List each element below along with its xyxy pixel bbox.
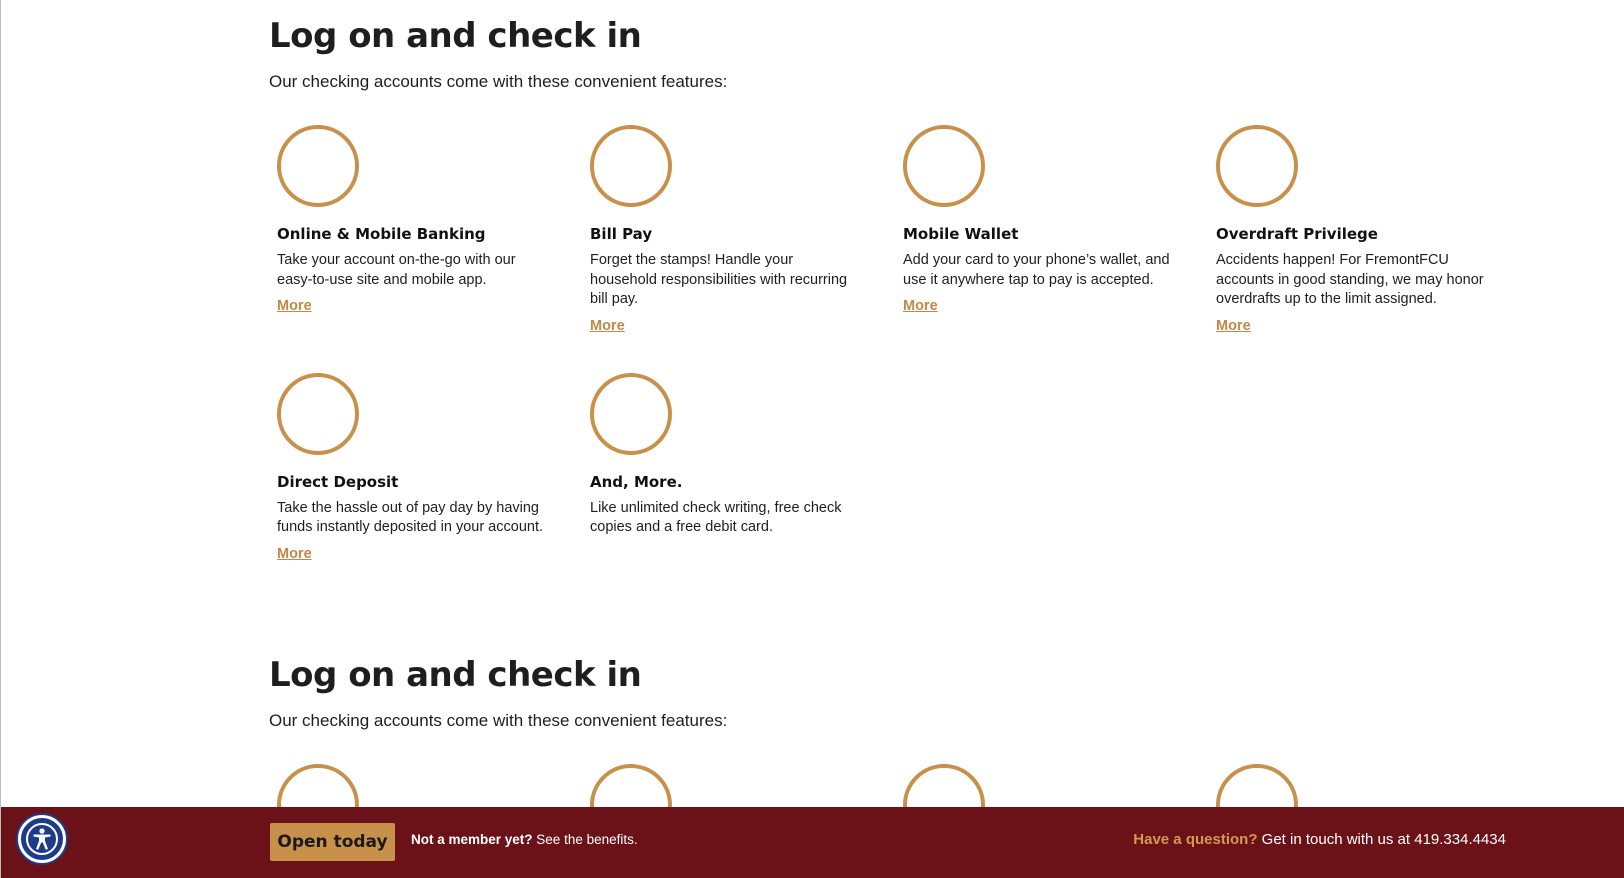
feature-circle-icon xyxy=(1216,125,1298,207)
contact-phone[interactable]: Get in touch with us at 419.334.4434 xyxy=(1257,831,1506,848)
feature-card-and-more xyxy=(582,373,862,563)
feature-circle-icon xyxy=(277,125,359,207)
contact-text xyxy=(1133,831,1506,848)
accessibility-icon xyxy=(25,822,59,856)
section-title: Log on and check in xyxy=(269,16,642,56)
section-title: Log on and check in xyxy=(269,655,642,695)
feature-description: Add your card to your phone’s wallet, and use it anywhere tap to pay is accepted. xyxy=(903,252,1170,288)
section-subtitle: Our checking accounts come with these convenient features: xyxy=(269,711,728,730)
sticky-cta-bar xyxy=(1,807,1624,878)
feature-title: Direct Deposit xyxy=(277,472,399,491)
open-today-button[interactable]: Open today xyxy=(270,823,395,861)
feature-card-overdraft xyxy=(1208,125,1488,335)
feature-description: Take the hassle out of pay day by having funds instantly deposited in your account. xyxy=(277,499,543,535)
feature-title: Overdraft Privilege xyxy=(1216,225,1378,243)
section-subtitle: Our checking accounts come with these convenient features: xyxy=(269,72,728,91)
feature-title: Mobile Wallet xyxy=(903,225,1019,243)
feature-card-bill-pay xyxy=(582,125,862,335)
more-link[interactable]: More xyxy=(903,298,938,314)
more-link[interactable]: More xyxy=(277,545,312,562)
not-member-link[interactable] xyxy=(411,832,638,847)
more-link[interactable]: More xyxy=(277,298,312,314)
not-member-label: Not a member yet? xyxy=(411,832,533,847)
feature-title: And, More. xyxy=(590,472,683,491)
feature-description: Like unlimited check writing, free check copies and a free debit card. xyxy=(590,499,842,535)
feature-description: Accidents happen! For FremontFCU accounts in good standing, we may honor overdrafts up to the limit assigned. xyxy=(1216,252,1484,307)
more-link[interactable]: More xyxy=(1216,317,1251,334)
question-label: Have a question? xyxy=(1133,831,1258,848)
feature-card-direct-deposit xyxy=(269,373,549,563)
feature-title: Bill Pay xyxy=(590,225,653,243)
feature-card-online-banking xyxy=(269,125,549,335)
features-section xyxy=(269,14,1489,563)
accessibility-button[interactable] xyxy=(18,815,66,863)
see-benefits-text: See the benefits. xyxy=(532,832,638,847)
feature-description: Forget the stamps! Handle your household responsibilities with recurring bill pay. xyxy=(590,252,848,307)
feature-circle-icon xyxy=(590,373,672,455)
feature-circle-icon xyxy=(903,125,985,207)
features-grid xyxy=(269,125,1489,563)
feature-circle-icon xyxy=(277,373,359,455)
feature-title: Online & Mobile Banking xyxy=(277,225,486,243)
feature-description: Take your account on-the-go with our easy-to-use site and mobile app. xyxy=(277,252,516,288)
more-link[interactable]: More xyxy=(590,317,625,334)
feature-circle-icon xyxy=(590,125,672,207)
feature-card-mobile-wallet xyxy=(895,125,1175,335)
